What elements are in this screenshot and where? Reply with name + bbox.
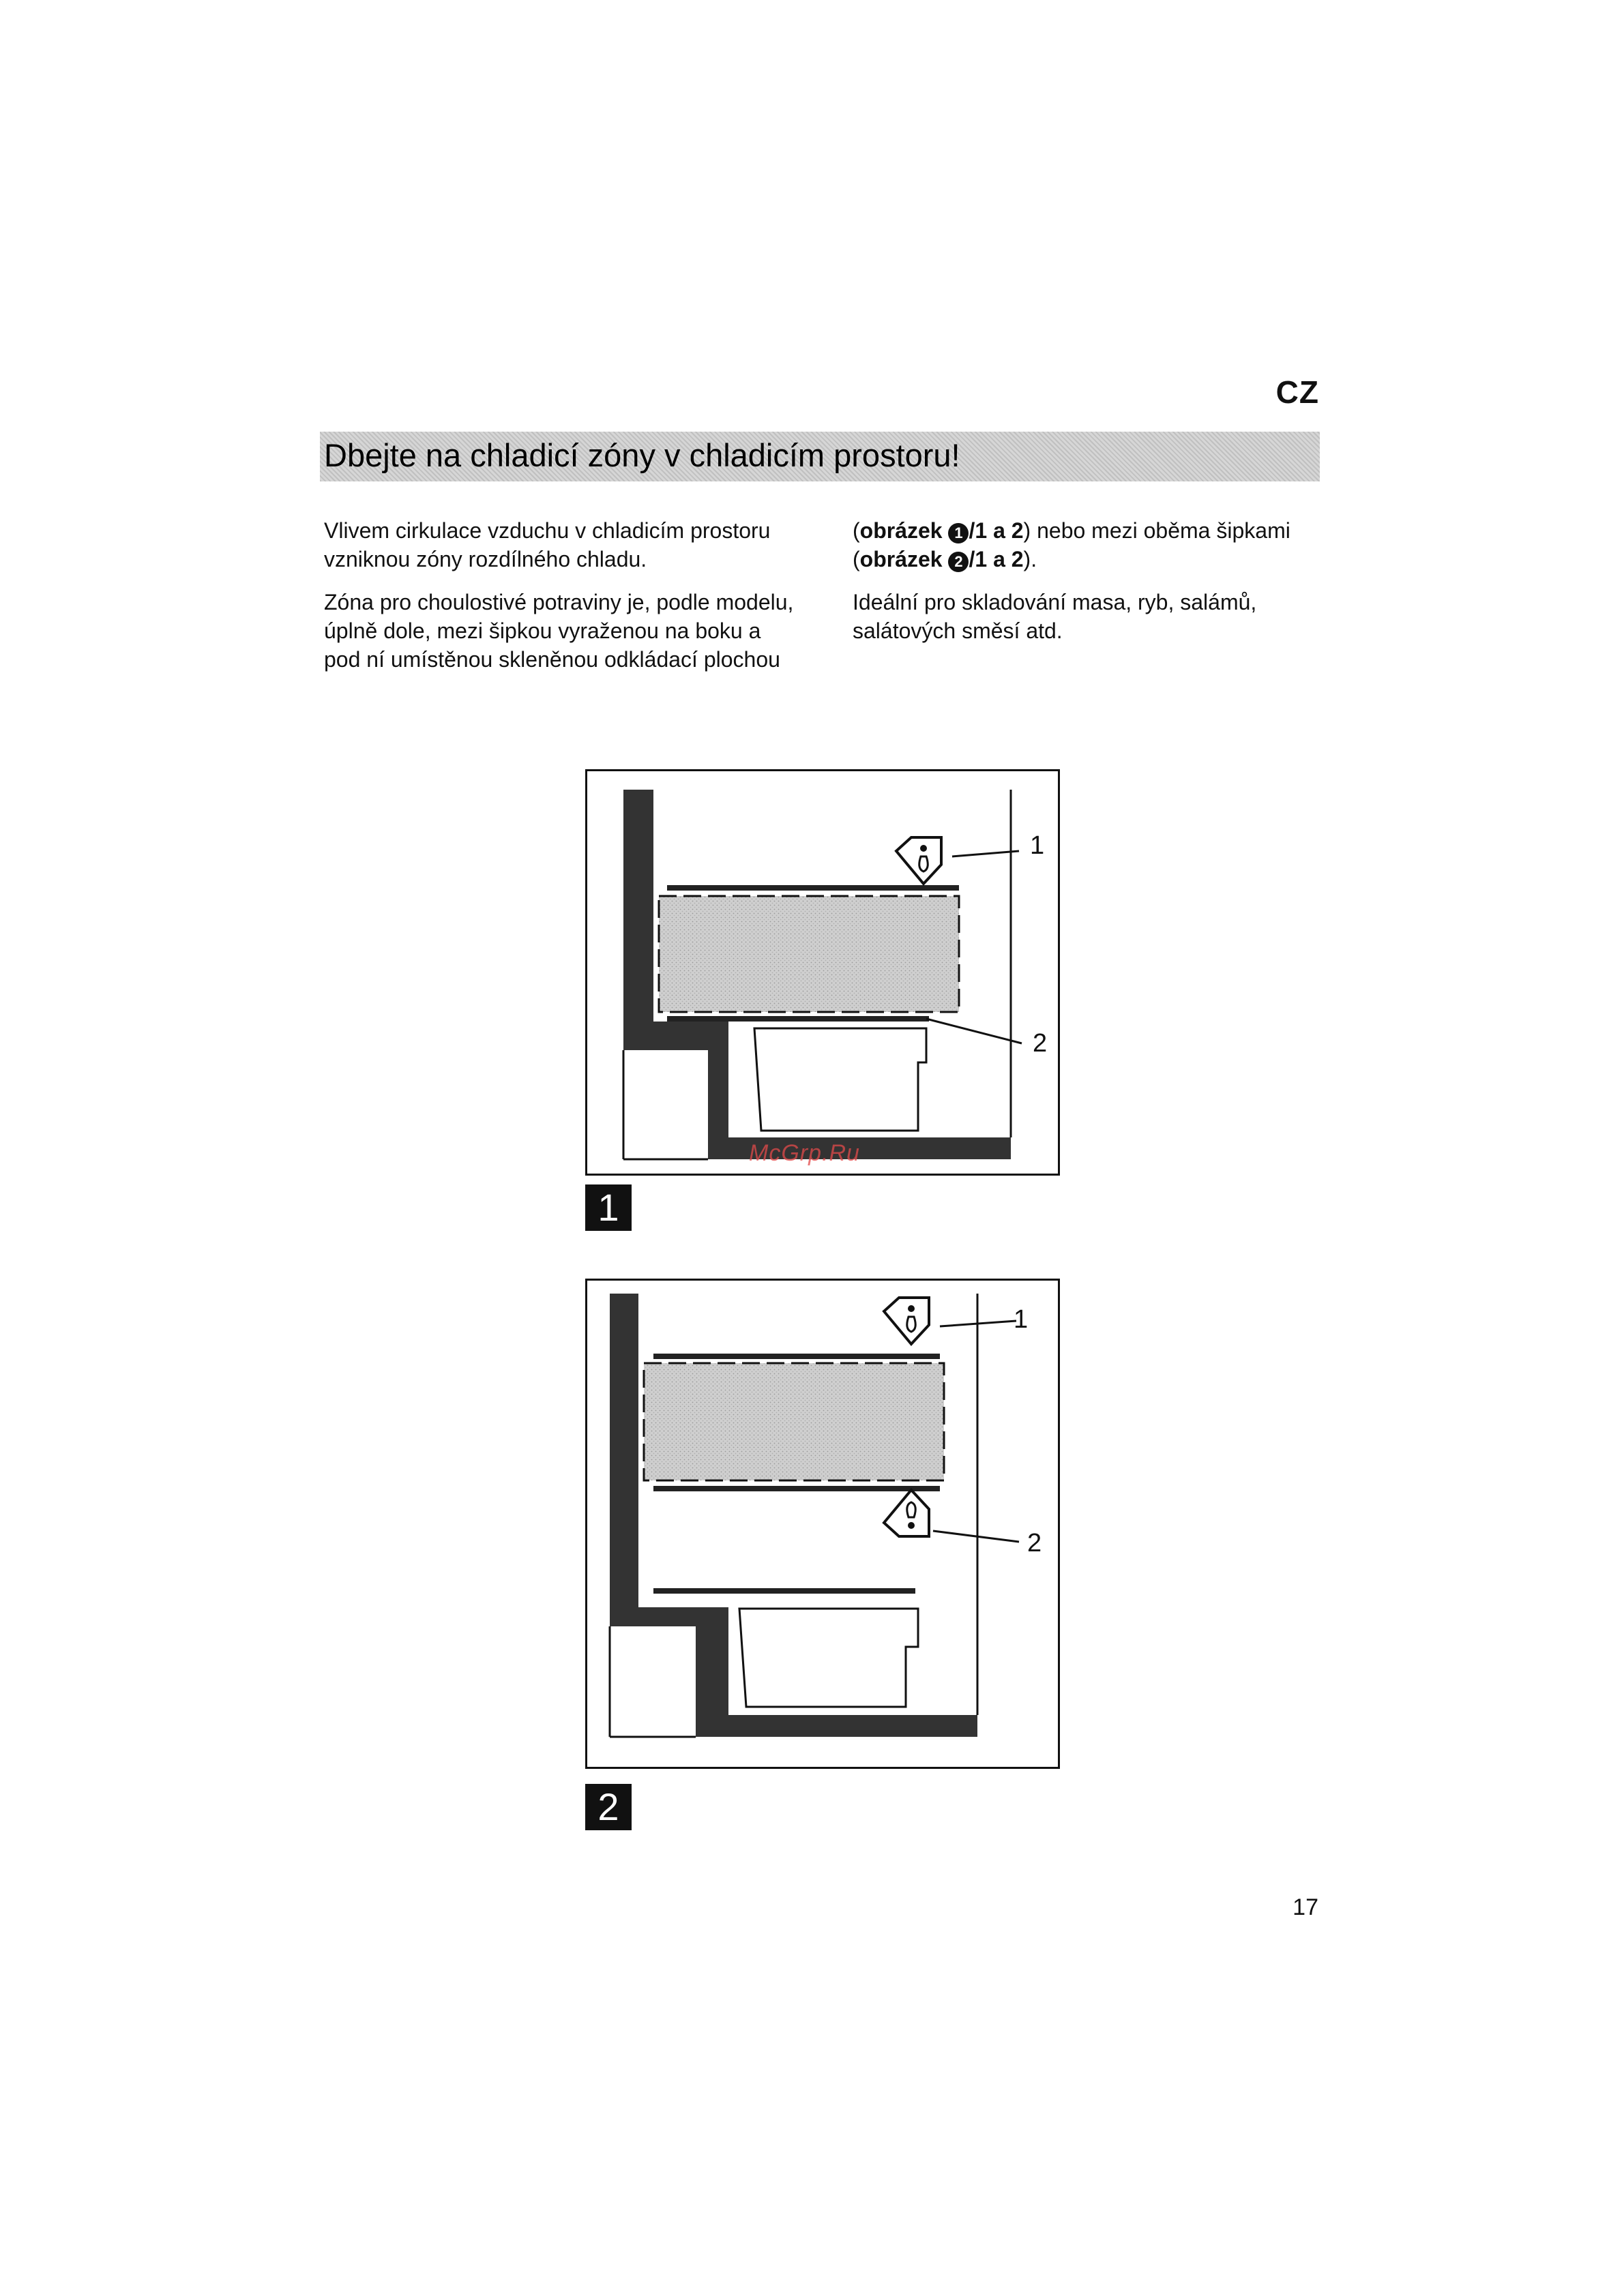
glass-shelf [667,1016,929,1022]
page-title: Dbejte na chladicí zóny v chladicím prostoru! [324,437,960,473]
watermark: McGrp.Ru [749,1140,860,1166]
ref-close: ). [1023,547,1037,571]
figure-2-label: 2 [585,1784,632,1830]
figure-1-diagram [585,769,1060,1176]
ref-word-2: obrázek [859,547,943,571]
figure-1-label: 1 [585,1184,632,1231]
page-number: 17 [1293,1894,1318,1920]
ref-open-2: ( [853,547,860,571]
paragraph-figure-reference [853,516,1330,573]
callout-1: 1 [1014,1305,1029,1334]
language-code: CZ [1275,374,1319,410]
glass-shelf-2 [653,1486,940,1491]
paragraph-intro: Vlivem cirkulace vzduchu v chladicím prostoru vzniknou zóny rozdílného chladu. [324,518,771,571]
callout-2: 2 [1027,1529,1042,1557]
ref-open: ( [853,518,860,543]
shelf-top [667,885,959,891]
ref-mid: ) nebo mezi oběma šipkami [1023,518,1290,543]
vegetable-drawer [754,1028,926,1131]
lower-shelf [653,1588,915,1594]
left-text-column [324,516,801,688]
figure-1-circle-icon: 1 [948,523,969,543]
callout-2: 2 [1033,1029,1048,1058]
paragraph-zone: Zóna pro choulostivé potraviny je, podle modelu, úplně dole, mezi šipkou vyraženou na boku a pod ní umístěnou skleněnou odkládací plochou [324,590,794,672]
right-text-column [853,516,1330,659]
ref-fig1-suffix: /1 a 2 [969,518,1024,543]
figure-2-circle-icon: 2 [948,552,969,572]
section-title-bar [320,432,1320,481]
paragraph-storage: Ideální pro skladování masa, ryb, salámů, salátových směsí atd. [853,590,1257,643]
cold-zone [659,896,959,1012]
callout-1: 1 [1030,831,1045,860]
vegetable-drawer-2 [739,1609,918,1707]
ref-word-1: obrázek [859,518,943,543]
figure-2-diagram [585,1279,1060,1769]
shelf-top-2 [653,1354,940,1359]
ref-fig2-suffix: /1 a 2 [969,547,1024,571]
cold-zone-2 [644,1363,944,1480]
